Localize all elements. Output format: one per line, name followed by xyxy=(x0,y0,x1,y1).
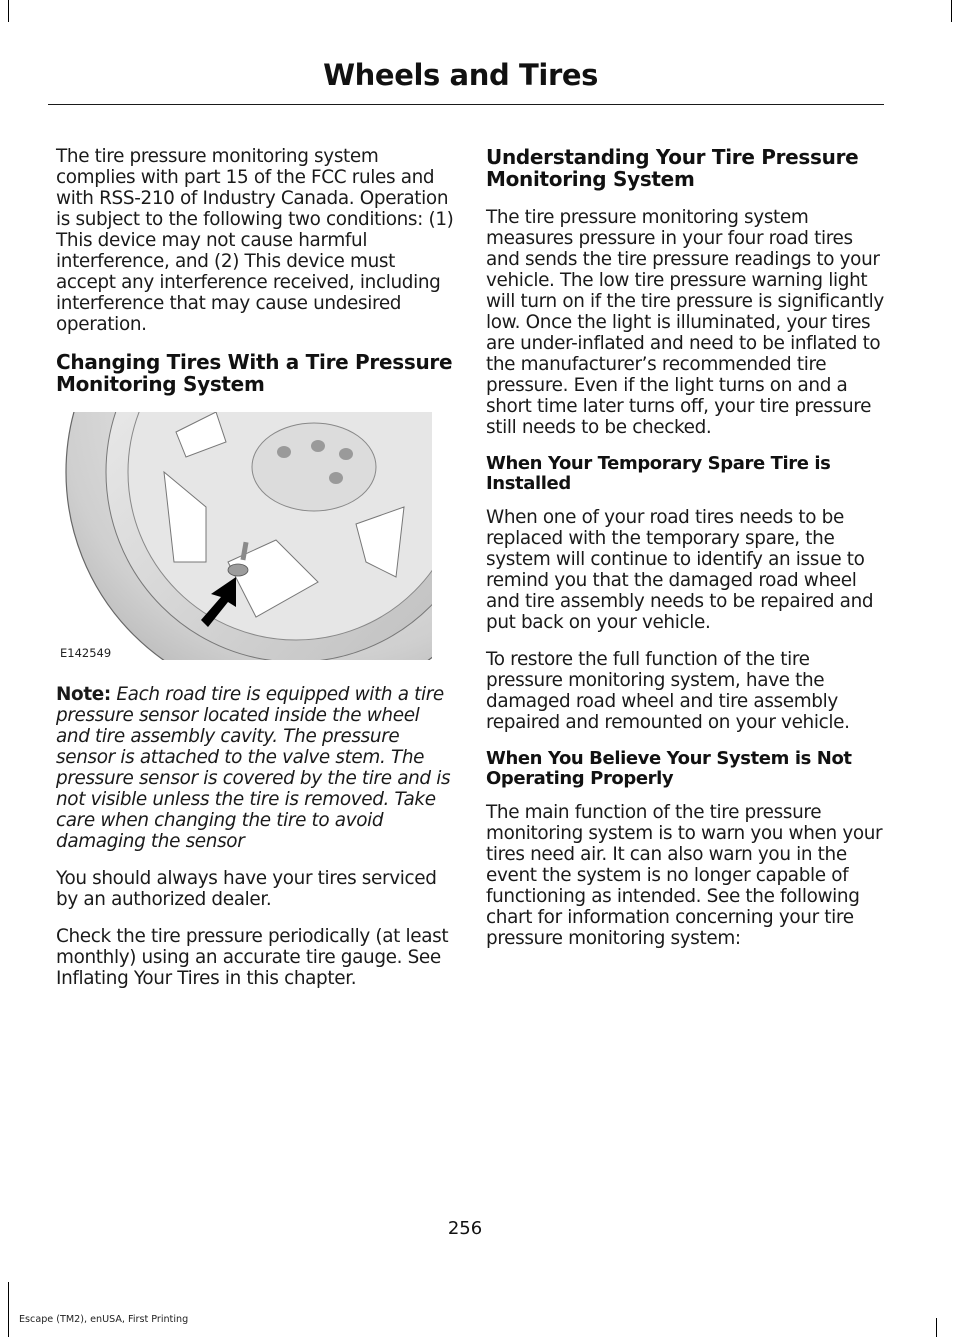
main-function-paragraph: The main function of the tire pressure monitoring system is to warn you when your tires need air. It can also warn you in the event the system is no longer capable of functioning as intended. See the following chart for information concerning your tire pressure monitoring system: xyxy=(486,802,883,949)
footer-text: Escape (TM2), enUSA, First Printing xyxy=(19,1314,189,1325)
heading-spare-installed: When Your Temporary Spare Tire is Installed xyxy=(486,453,831,494)
dealer-paragraph: You should always have your tires serviced by an authorized dealer. xyxy=(56,868,437,910)
figure-code: E142549 xyxy=(60,646,112,660)
fcc-compliance-paragraph: The tire pressure monitoring system complies with part 15 of the FCC rules and with RSS-210 of Industry Canada. Operation is subject to the following two conditions: (1) This device may not cause harmful interference, and (2) This device must accept any interference received, including interference that may cause undesired operation. xyxy=(56,146,454,335)
spare-paragraph: When one of your road tires needs to be replaced with the temporary spare, the system will continue to identify an issue to remind you that the damaged road wheel and tire assembly needs to be repaired and put back on your vehicle. xyxy=(486,507,874,633)
crop-mark-bottom-left xyxy=(8,1282,9,1337)
header-rule xyxy=(48,104,884,105)
wheel-illustration xyxy=(56,412,432,660)
heading-understanding: Understanding Your Tire Pressure Monitoring System xyxy=(486,145,859,191)
measures-paragraph: The tire pressure monitoring system measures pressure in your four road tires and sends the tire pressure readings to your vehicle. The low tire pressure warning light will turn on if the tire pressure is significantly low. Once the light is illuminated, your tires are under-inflated and need to be inflated to the manufacturer’s recommended tire pressure. Even if the light turns on and a short time later turns off, your tire pressure still needs to be checked. xyxy=(486,207,884,438)
tire-valve-figure xyxy=(56,412,432,660)
crop-mark-top-right xyxy=(951,0,952,22)
crop-mark-top-left xyxy=(8,0,9,22)
heading-changing-tires: Changing Tires With a Tire Pressure Monitoring System xyxy=(56,350,453,396)
left-column xyxy=(56,146,456,1005)
note-text: Each road tire is equipped with a tire pressure sensor located inside the wheel and tire assembly cavity. The pressure sensor is attached to the valve stem. The pressure sensor is covered by the tire and is not visible unless the tire is removed. Take care when changing the tire to avoid damaging the sensor xyxy=(56,684,451,852)
page-number: 256 xyxy=(447,1218,483,1239)
page-header-title: Wheels and Tires xyxy=(323,58,598,92)
restore-paragraph: To restore the full function of the tire pressure monitoring system, have the damaged road wheel and tire assembly repaired and remounted on your vehicle. xyxy=(486,649,850,733)
check-pressure-paragraph: Check the tire pressure periodically (at least monthly) using an accurate tire gauge. See Inflating Your Tires in this chapter. xyxy=(56,926,449,989)
note-label: Note: xyxy=(56,684,111,705)
right-column xyxy=(486,146,886,965)
note-paragraph xyxy=(56,684,456,852)
crop-mark-bottom-right xyxy=(936,1318,937,1337)
heading-not-operating: When You Believe Your System is Not Operating Properly xyxy=(486,748,852,789)
